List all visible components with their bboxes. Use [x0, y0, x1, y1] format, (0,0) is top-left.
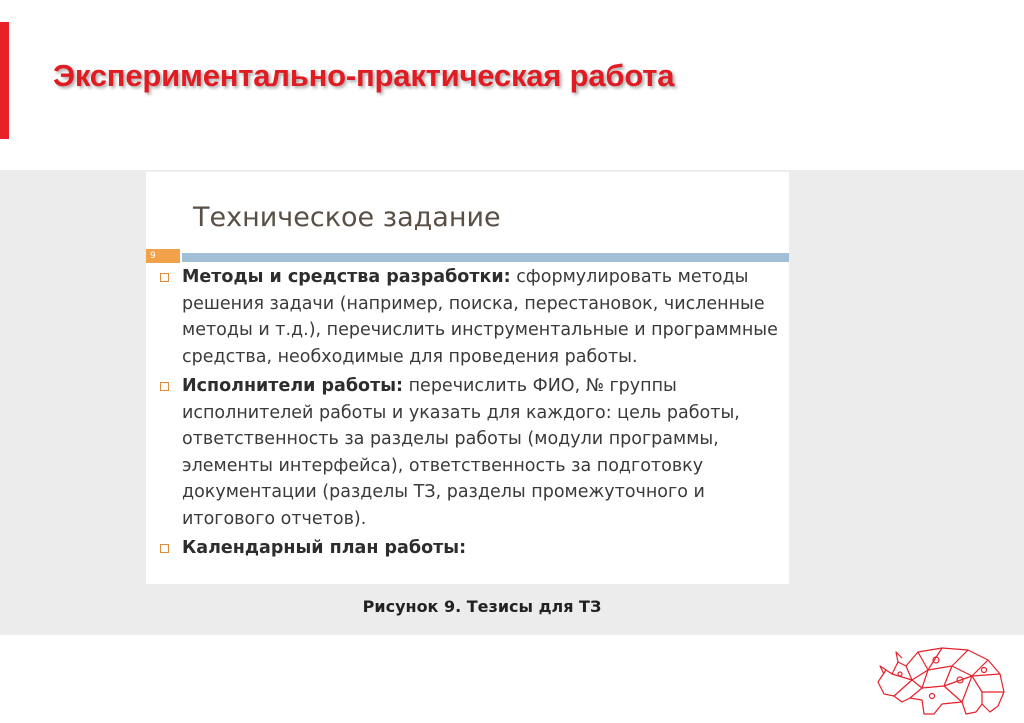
bullet-text: перечислить ФИО, № группы исполнителей работы и указать для каждого: цель работы, ответственность за разделы работы (модули программы, элементы интерфейса), ответственность за подготовку документации (разделы ТЗ, разделы промежуточного и итогового отчетов). — [182, 376, 740, 529]
figure-image — [146, 172, 789, 584]
bullet-text: сформулировать методы решения задачи (например, поиска, перестановок, численные методы и т.д.), перечислить инструментальные и программные средства, необходимые для проведения работы. — [182, 267, 778, 367]
rhino-logo-icon — [872, 640, 1012, 720]
bullet-lead: Календарный план работы: — [182, 538, 467, 558]
figure-caption-text: Рисунок 9. Тезисы для ТЗ — [362, 597, 602, 616]
square-bullet-icon — [160, 273, 169, 282]
square-bullet-icon — [160, 382, 169, 391]
list-item — [158, 264, 783, 370]
bullet-lead: Исполнители работы: — [182, 376, 404, 396]
figure-inner-title: Техническое задание — [193, 202, 501, 233]
bullet-list — [158, 264, 783, 565]
bullet-lead: Методы и средства разработки: — [182, 267, 511, 287]
list-item — [158, 373, 783, 532]
title-rule — [182, 253, 789, 262]
accent-bar — [0, 22, 9, 139]
figure-caption — [0, 597, 1024, 616]
slide-number-badge: 9 — [146, 249, 180, 263]
list-item — [158, 535, 783, 562]
page-title: Экспериментально-практическая работа — [53, 58, 675, 93]
square-bullet-icon — [160, 544, 169, 553]
